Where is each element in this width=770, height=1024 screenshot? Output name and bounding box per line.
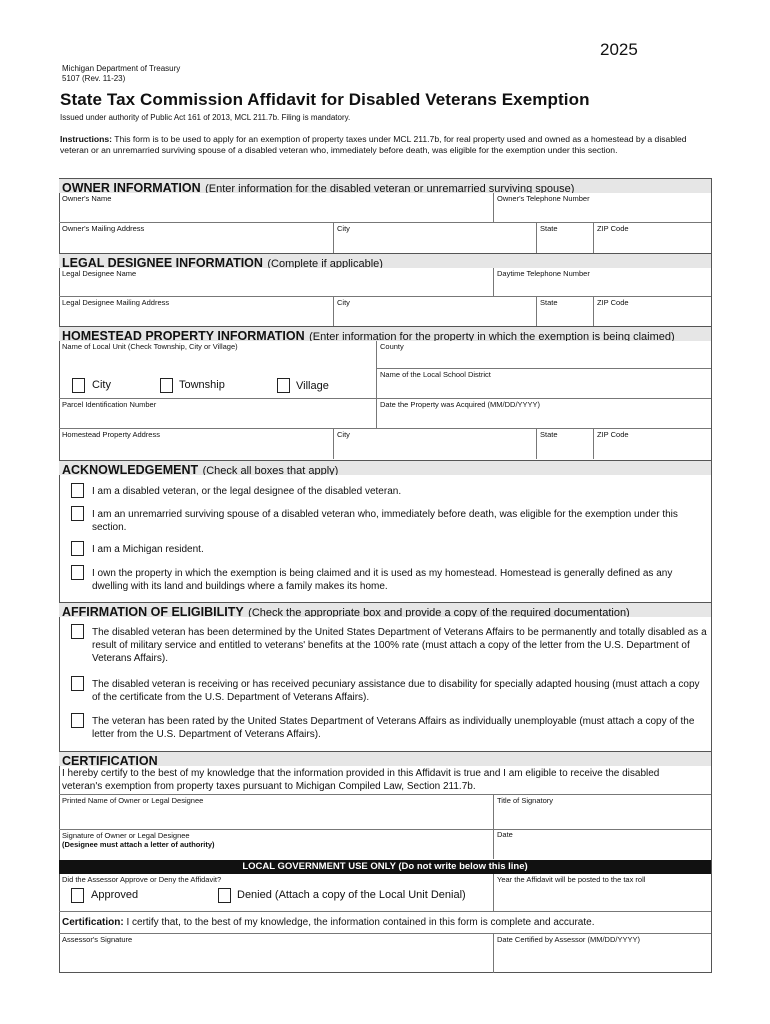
designee-name-field[interactable]: Legal Designee Name: [59, 268, 494, 296]
affirm-unemployable-checkbox[interactable]: [71, 713, 84, 728]
certification-section-header: [59, 751, 711, 766]
school-district-field[interactable]: Name of the Local School District: [380, 370, 491, 379]
county-field[interactable]: County: [377, 341, 711, 369]
designee-subheading: (Complete if applicable): [267, 258, 383, 268]
local-unit-field: Name of Local Unit (Check Township, City or Village): [59, 341, 377, 398]
printed-name-field[interactable]: Printed Name of Owner or Legal Designee: [59, 795, 494, 829]
issued-authority: Issued under authority of Public Act 161 of 2013, MCL 211.7b. Filing is mandatory.: [60, 113, 351, 122]
village-checkbox[interactable]: [277, 378, 290, 393]
assessor-signature-row: [59, 933, 711, 973]
instructions: [60, 134, 715, 156]
homestead-local-unit-row: [59, 341, 711, 399]
signatory-title-field[interactable]: Title of Signatory: [497, 796, 553, 805]
affidavit-form: [59, 178, 711, 973]
approved-checkbox[interactable]: [71, 888, 84, 903]
approved-option-label: Approved: [91, 889, 139, 901]
owner-name-row: [59, 193, 711, 223]
printed-name-row: [59, 794, 711, 830]
owner-city-field[interactable]: City: [334, 223, 537, 254]
assessor-decision-row: [59, 874, 711, 912]
homestead-subheading: (Enter information for the property in which the exemption is being claimed): [309, 331, 675, 341]
affirmation-subheading: (Check the appropriate box and provide a copy of the required documentation): [248, 607, 630, 617]
denied-option-label: Denied (Attach a copy of the Local Unit Denial): [237, 889, 466, 901]
form-agency-block: [62, 64, 180, 84]
affirm-housing-text: The disabled veteran is receiving or has received pecuniary assistance due to disability for specially adapted housing (must attach a copy of the certificate from the U.S. Department of Veterans Affairs).: [92, 679, 700, 703]
signature-date-field[interactable]: Date: [497, 830, 513, 839]
owner-section-header: [59, 178, 711, 193]
assessor-cert-label: Certification:: [62, 917, 124, 928]
ack-resident-checkbox[interactable]: [71, 541, 84, 556]
affirmation-heading: AFFIRMATION OF ELIGIBILITY: [62, 605, 244, 617]
acknowledgement-heading: ACKNOWLEDGEMENT: [62, 463, 199, 475]
designee-name-row: [59, 268, 711, 297]
affirm-housing-checkbox[interactable]: [71, 676, 84, 691]
signature-row: [59, 829, 711, 859]
village-option-label: Village: [296, 380, 329, 392]
homestead-section-header: [59, 326, 711, 341]
township-checkbox[interactable]: [160, 378, 173, 393]
ack-veteran-checkbox[interactable]: [71, 483, 84, 498]
city-option-label: City: [92, 379, 111, 391]
homestead-parcel-row: [59, 399, 711, 429]
homestead-city-field[interactable]: City: [334, 429, 537, 459]
owner-address-field[interactable]: Owner's Mailing Address: [59, 223, 334, 254]
agency-name: Michigan Department of Treasury: [62, 64, 181, 73]
form-year: 2025: [600, 40, 638, 59]
homestead-heading: HOMESTEAD PROPERTY INFORMATION: [62, 329, 305, 341]
homestead-state-field[interactable]: State: [537, 429, 594, 459]
ack-homestead-text: I own the property in which the exemption is being claimed and it is used as my homestead. Homestead is generally defined as any dwelling with its land and buildings where a family makes its home.: [92, 568, 673, 592]
local-gov-header: LOCAL GOVERNMENT USE ONLY (Do not write below this line): [59, 860, 711, 874]
form-number: 5107 (Rev. 11-23): [62, 74, 126, 83]
certification-text: I hereby certify to the best of my knowledge that the information provided in this Affidavit is true and I am eligible to receive the disabled veteran's exemption from property taxes pursuant to Michigan Compiled Law, Section 211.7b.: [62, 768, 660, 792]
designee-address-field[interactable]: Legal Designee Mailing Address: [59, 297, 334, 326]
owner-signature-field[interactable]: Signature of Owner or Legal Designee (Designee must attach a letter of authority): [59, 829, 494, 859]
homestead-zip-field[interactable]: ZIP Code: [597, 430, 629, 439]
township-option-label: Township: [179, 379, 225, 391]
acknowledgement-subheading: (Check all boxes that apply): [202, 465, 339, 475]
owner-heading: OWNER INFORMATION: [62, 181, 201, 193]
ack-homestead-checkbox[interactable]: [71, 565, 84, 580]
denied-checkbox[interactable]: [218, 888, 231, 903]
ack-spouse-text: I am an unremarried surviving spouse of a disabled veteran who, immediately before death, was eligible for the exemption under this section.: [92, 509, 678, 533]
owner-state-field[interactable]: State: [537, 223, 594, 254]
designee-heading: LEGAL DESIGNEE INFORMATION: [62, 256, 263, 268]
acquired-date-field[interactable]: Date the Property was Acquired (MM/DD/YYYY): [380, 400, 541, 409]
certification-heading: CERTIFICATION: [62, 754, 158, 766]
affirmation-section-header: [59, 602, 711, 617]
owner-phone-field[interactable]: Owner's Telephone Number: [497, 194, 590, 203]
designee-phone-field[interactable]: Daytime Telephone Number: [497, 269, 590, 278]
designee-address-row: [59, 297, 711, 326]
acknowledgement-section-header: [59, 460, 711, 475]
city-checkbox[interactable]: [72, 378, 85, 393]
designee-state-field[interactable]: State: [537, 297, 594, 326]
page-title: State Tax Commission Affidavit for Disabled Veterans Exemption: [60, 90, 590, 109]
parcel-id-field[interactable]: Parcel Identification Number: [59, 399, 377, 428]
assessor-cert-text: I certify that, to the best of my knowledge, the information contained in this form is complete and accurate.: [126, 917, 595, 928]
instructions-text: This form is to be used to apply for an exemption of property taxes under MCL 211.7b, for real property used and owned as a homestead by a disabled veteran or an unremarried surviving spouse of a disabled veteran who, immediately before death, was eligible for the exemption under this section.: [60, 134, 687, 155]
affirm-total-disability-text: The disabled veteran has been determined by the United States Department of Veterans Affairs to be permanently and totally disabled as a result of military service and entitled to veterans' benefits at the 100% rate (must attach a copy of the letter from the U.S. Department of Veterans Affairs).: [92, 627, 707, 664]
designee-city-field[interactable]: City: [334, 297, 537, 326]
ack-resident-text: I am a Michigan resident.: [92, 544, 204, 555]
assessor-decision-field: Did the Assessor Approve or Deny the Affidavit?: [59, 874, 494, 911]
homestead-address-row: [59, 429, 711, 459]
assessor-certification: [62, 916, 702, 929]
owner-subheading: (Enter information for the disabled veteran or unremarried surviving spouse): [205, 183, 575, 193]
owner-name-field[interactable]: Owner's Name: [59, 193, 494, 222]
owner-zip-field[interactable]: ZIP Code: [597, 224, 629, 233]
tax-roll-year-field[interactable]: Year the Affidavit will be posted to the tax roll: [497, 875, 646, 884]
assessor-signature-field[interactable]: Assessor's Signature: [59, 934, 494, 973]
designee-zip-field[interactable]: ZIP Code: [597, 298, 629, 307]
instructions-label: Instructions:: [60, 134, 113, 144]
ack-spouse-checkbox[interactable]: [71, 506, 84, 521]
designee-section-header: [59, 253, 711, 268]
ack-veteran-text: I am a disabled veteran, or the legal designee of the disabled veteran.: [92, 486, 402, 497]
homestead-address-field[interactable]: Homestead Property Address: [59, 429, 334, 459]
signature-note: (Designee must attach a letter of authority): [62, 840, 215, 849]
affirm-unemployable-text: The veteran has been rated by the United States Department of Veterans Affairs as individually unemployable (must attach a copy of the letter from the U.S. Department of Veterans Affairs).: [92, 716, 695, 740]
date-certified-field[interactable]: Date Certified by Assessor (MM/DD/YYYY): [497, 935, 640, 944]
affirm-total-disability-checkbox[interactable]: [71, 624, 84, 639]
owner-address-row: [59, 223, 711, 254]
